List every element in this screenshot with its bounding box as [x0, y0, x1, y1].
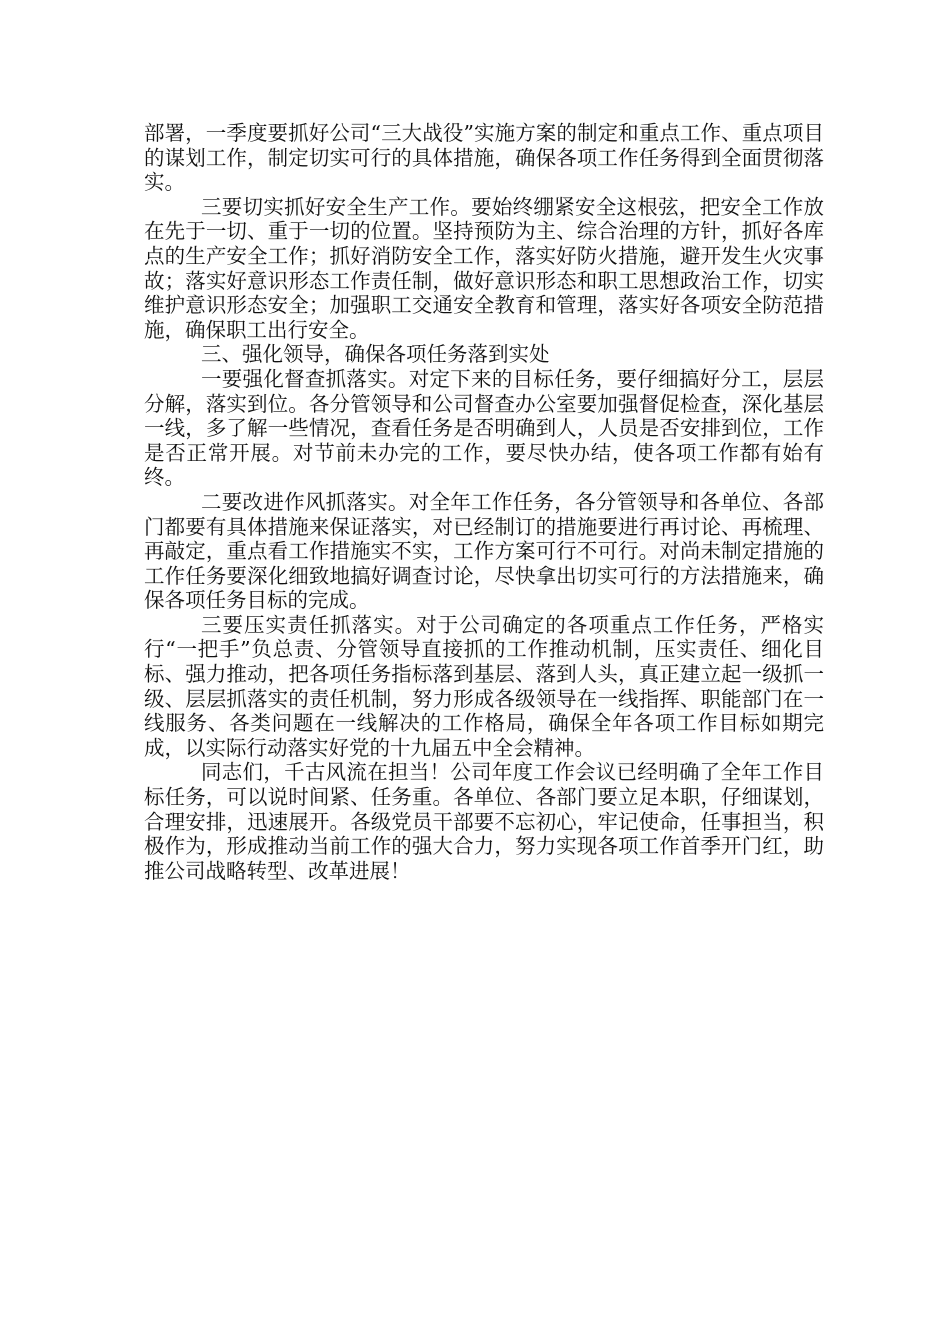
section-heading-3: 三、强化领导，确保各项任务落到实处: [201, 342, 550, 367]
paragraph-2: 三要切实抓好安全生产工作。要始终绷紧安全这根弦，把安全工作放在先于一切、重于一切的位置。坚持预防为主、综合治理的方针，抓好各库点的生产安全工作；抓好消防安全工作，落实好防火措施，避开发生火灾事故；落实好意识形态工作责任制，做好意识形态和职工思想政治工作，切实维护意识形态安全；加强职工交通安全教育和管理，落实好各项安全防范措施，确保职工出行安全。: [144, 194, 824, 342]
paragraph-5: 二要改进作风抓落实。对全年工作任务，各分管领导和各单位、各部门都要有具体措施来保证落实，对已经制订的措施要进行再讨论、再梳理、再敲定，重点看工作措施实不实，工作方案可行不可行。对尚未制定措施的工作任务要深化细致地搞好调查讨论，尽快拿出切实可行的方法措施来，确保各项任务目标的完成。: [144, 489, 824, 613]
document-body: [144, 121, 824, 883]
paragraph-4: 一要强化督查抓落实。对定下来的目标任务，要仔细搞好分工，层层分解，落实到位。各分管领导和公司督查办公室要加强督促检查，深化基层一线，多了解一些情况，查看任务是否明确到人，人员是否安排到位，工作是否正常开展。对节前未办完的工作，要尽快办结，使各项工作都有始有终。: [144, 366, 824, 490]
paragraph-6: 三要压实责任抓落实。对于公司确定的各项重点工作任务，严格实行“一把手”负总责、分管领导直接抓的工作推动机制，压实责任、细化目标、强力推动，把各项任务指标落到基层、落到人头，真正建立起一级抓一级、层层抓落实的责任机制，努力形成各级领导在一线指挥、职能部门在一线服务、各类问题在一线解决的工作格局，确保全年各项工作目标如期完成，以实际行动落实好党的十九届五中全会精神。: [144, 612, 824, 760]
paragraph-7: 同志们，千古风流在担当！公司年度工作会议已经明确了全年工作目标任务，可以说时间紧、任务重。各单位、各部门要立足本职，仔细谋划，合理安排，迅速展开。各级党员干部要不忘初心，牢记使命，任事担当，积极作为，形成推动当前工作的强大合力，努力实现各项工作首季开门红，助推公司战略转型、改革进展！: [144, 760, 824, 883]
paragraph-1: 部署，一季度要抓好公司“三大战役”实施方案的制定和重点工作、重点项目的谋划工作，制定切实可行的具体措施，确保各项工作任务得到全面贯彻落实。: [144, 121, 824, 195]
